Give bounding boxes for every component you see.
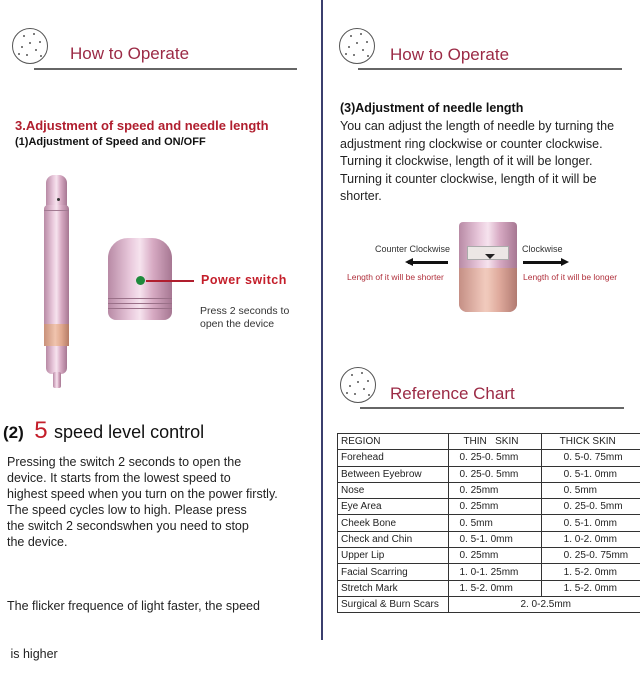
thick-skin-cell: 0. 25-0. 75mm <box>541 548 640 564</box>
table-row <box>338 450 640 466</box>
dotted-circle-icon <box>340 367 376 403</box>
thick-skin-cell: 1. 0-2. 0mm <box>541 531 640 547</box>
thick-skin-cell: 1. 5-2. 0mm <box>541 564 640 580</box>
counter-clockwise-label: Counter Clockwise <box>375 244 450 254</box>
table-row-merged <box>338 596 640 612</box>
table-row <box>338 564 640 580</box>
header-underline <box>360 407 624 409</box>
thin-skin-cell: 1. 5-2. 0mm <box>449 580 541 596</box>
reference-table <box>337 433 640 613</box>
thin-skin-cell: 0. 25-0. 5mm <box>449 450 541 466</box>
right-arrow-icon <box>523 261 561 264</box>
table-row <box>338 580 640 596</box>
dotted-circle-icon <box>339 28 375 64</box>
region-cell: Upper Lip <box>338 548 449 564</box>
clockwise-label: Clockwise <box>522 244 563 254</box>
region-cell: Stretch Mark <box>338 580 449 596</box>
power-switch-button-icon <box>136 276 145 285</box>
header-underline <box>358 68 622 70</box>
region-cell: Between Eyebrow <box>338 466 449 482</box>
thick-skin-cell: 0. 5mm <box>541 482 640 498</box>
column-header: THIN SKIN <box>449 434 541 450</box>
thin-skin-cell: 0. 5-1. 0mm <box>449 531 541 547</box>
table-row <box>338 515 640 531</box>
panel-divider <box>321 0 323 640</box>
table-row <box>338 548 640 564</box>
needle-length-heading: (3)Adjustment of needle length <box>340 101 523 115</box>
page-title: How to Operate <box>390 45 509 65</box>
table-row <box>338 466 640 482</box>
header-underline <box>34 68 297 70</box>
region-cell: Forehead <box>338 450 449 466</box>
speed-note: The flicker frequence of light faster, the speed is higher <box>7 566 317 694</box>
callout-line <box>146 280 194 282</box>
table-row <box>338 482 640 498</box>
page-title: How to Operate <box>70 44 189 64</box>
counter-clockwise-effect: Length of it will be shorter <box>347 272 444 282</box>
thin-skin-cell: 1. 0-1. 25mm <box>449 564 541 580</box>
left-arrow-icon <box>408 261 448 264</box>
speed-paragraph: Pressing the switch 2 seconds to open the device. It starts from the lowest speed to highest speed when you turn on the power firstly. The speed cycles low to high. Please press the switch 2 secondswhen you need to stop the device. <box>7 454 317 550</box>
thin-skin-cell: 0. 25-0. 5mm <box>449 466 541 482</box>
region-cell: Cheek Bone <box>338 515 449 531</box>
thick-skin-cell: 1. 5-2. 0mm <box>541 580 640 596</box>
region-cell: Facial Scarring <box>338 564 449 580</box>
speed-control-heading: (2) 5 speed level control <box>3 417 204 445</box>
thick-skin-cell: 0. 5-1. 0mm <box>541 466 640 482</box>
column-header: THICK SKIN <box>541 434 640 450</box>
region-cell: Eye Area <box>338 499 449 515</box>
clockwise-effect: Length of it will be longer <box>523 272 617 282</box>
merged-value-cell: 2. 0-2.5mm <box>449 596 640 612</box>
needle-length-paragraph: You can adjust the length of needle by turning the adjustment ring clockwise or counter clockwise. Turning it clockwise, length of it will be longer. Turning it counter clockwise, length of it will be shorter. <box>340 118 636 206</box>
thin-skin-cell: 0. 25mm <box>449 499 541 515</box>
thin-skin-cell: 0. 25mm <box>449 482 541 498</box>
thick-skin-cell: 0. 5-1. 0mm <box>541 515 640 531</box>
thick-skin-cell: 0. 5-0. 75mm <box>541 450 640 466</box>
thick-skin-cell: 0. 25-0. 5mm <box>541 499 640 515</box>
thin-skin-cell: 0. 25mm <box>449 548 541 564</box>
region-cell: Check and Chin <box>338 531 449 547</box>
region-cell: Nose <box>338 482 449 498</box>
table-header-row <box>338 434 640 450</box>
dotted-circle-icon <box>12 28 48 64</box>
table-row <box>338 499 640 515</box>
right-arrowhead-icon <box>561 258 569 266</box>
reference-chart-title: Reference Chart <box>390 384 515 404</box>
power-switch-description: Press 2 seconds to open the device <box>200 305 289 331</box>
section-heading: 3.Adjustment of speed and needle length <box>15 118 269 133</box>
column-header: REGION <box>338 434 449 450</box>
region-cell: Surgical & Burn Scars <box>338 596 449 612</box>
thin-skin-cell: 0. 5mm <box>449 515 541 531</box>
left-arrowhead-icon <box>405 258 413 266</box>
power-switch-label: Power switch <box>201 273 287 287</box>
subheading: (1)Adjustment of Speed and ON/OFF <box>15 136 206 148</box>
table-row <box>338 531 640 547</box>
